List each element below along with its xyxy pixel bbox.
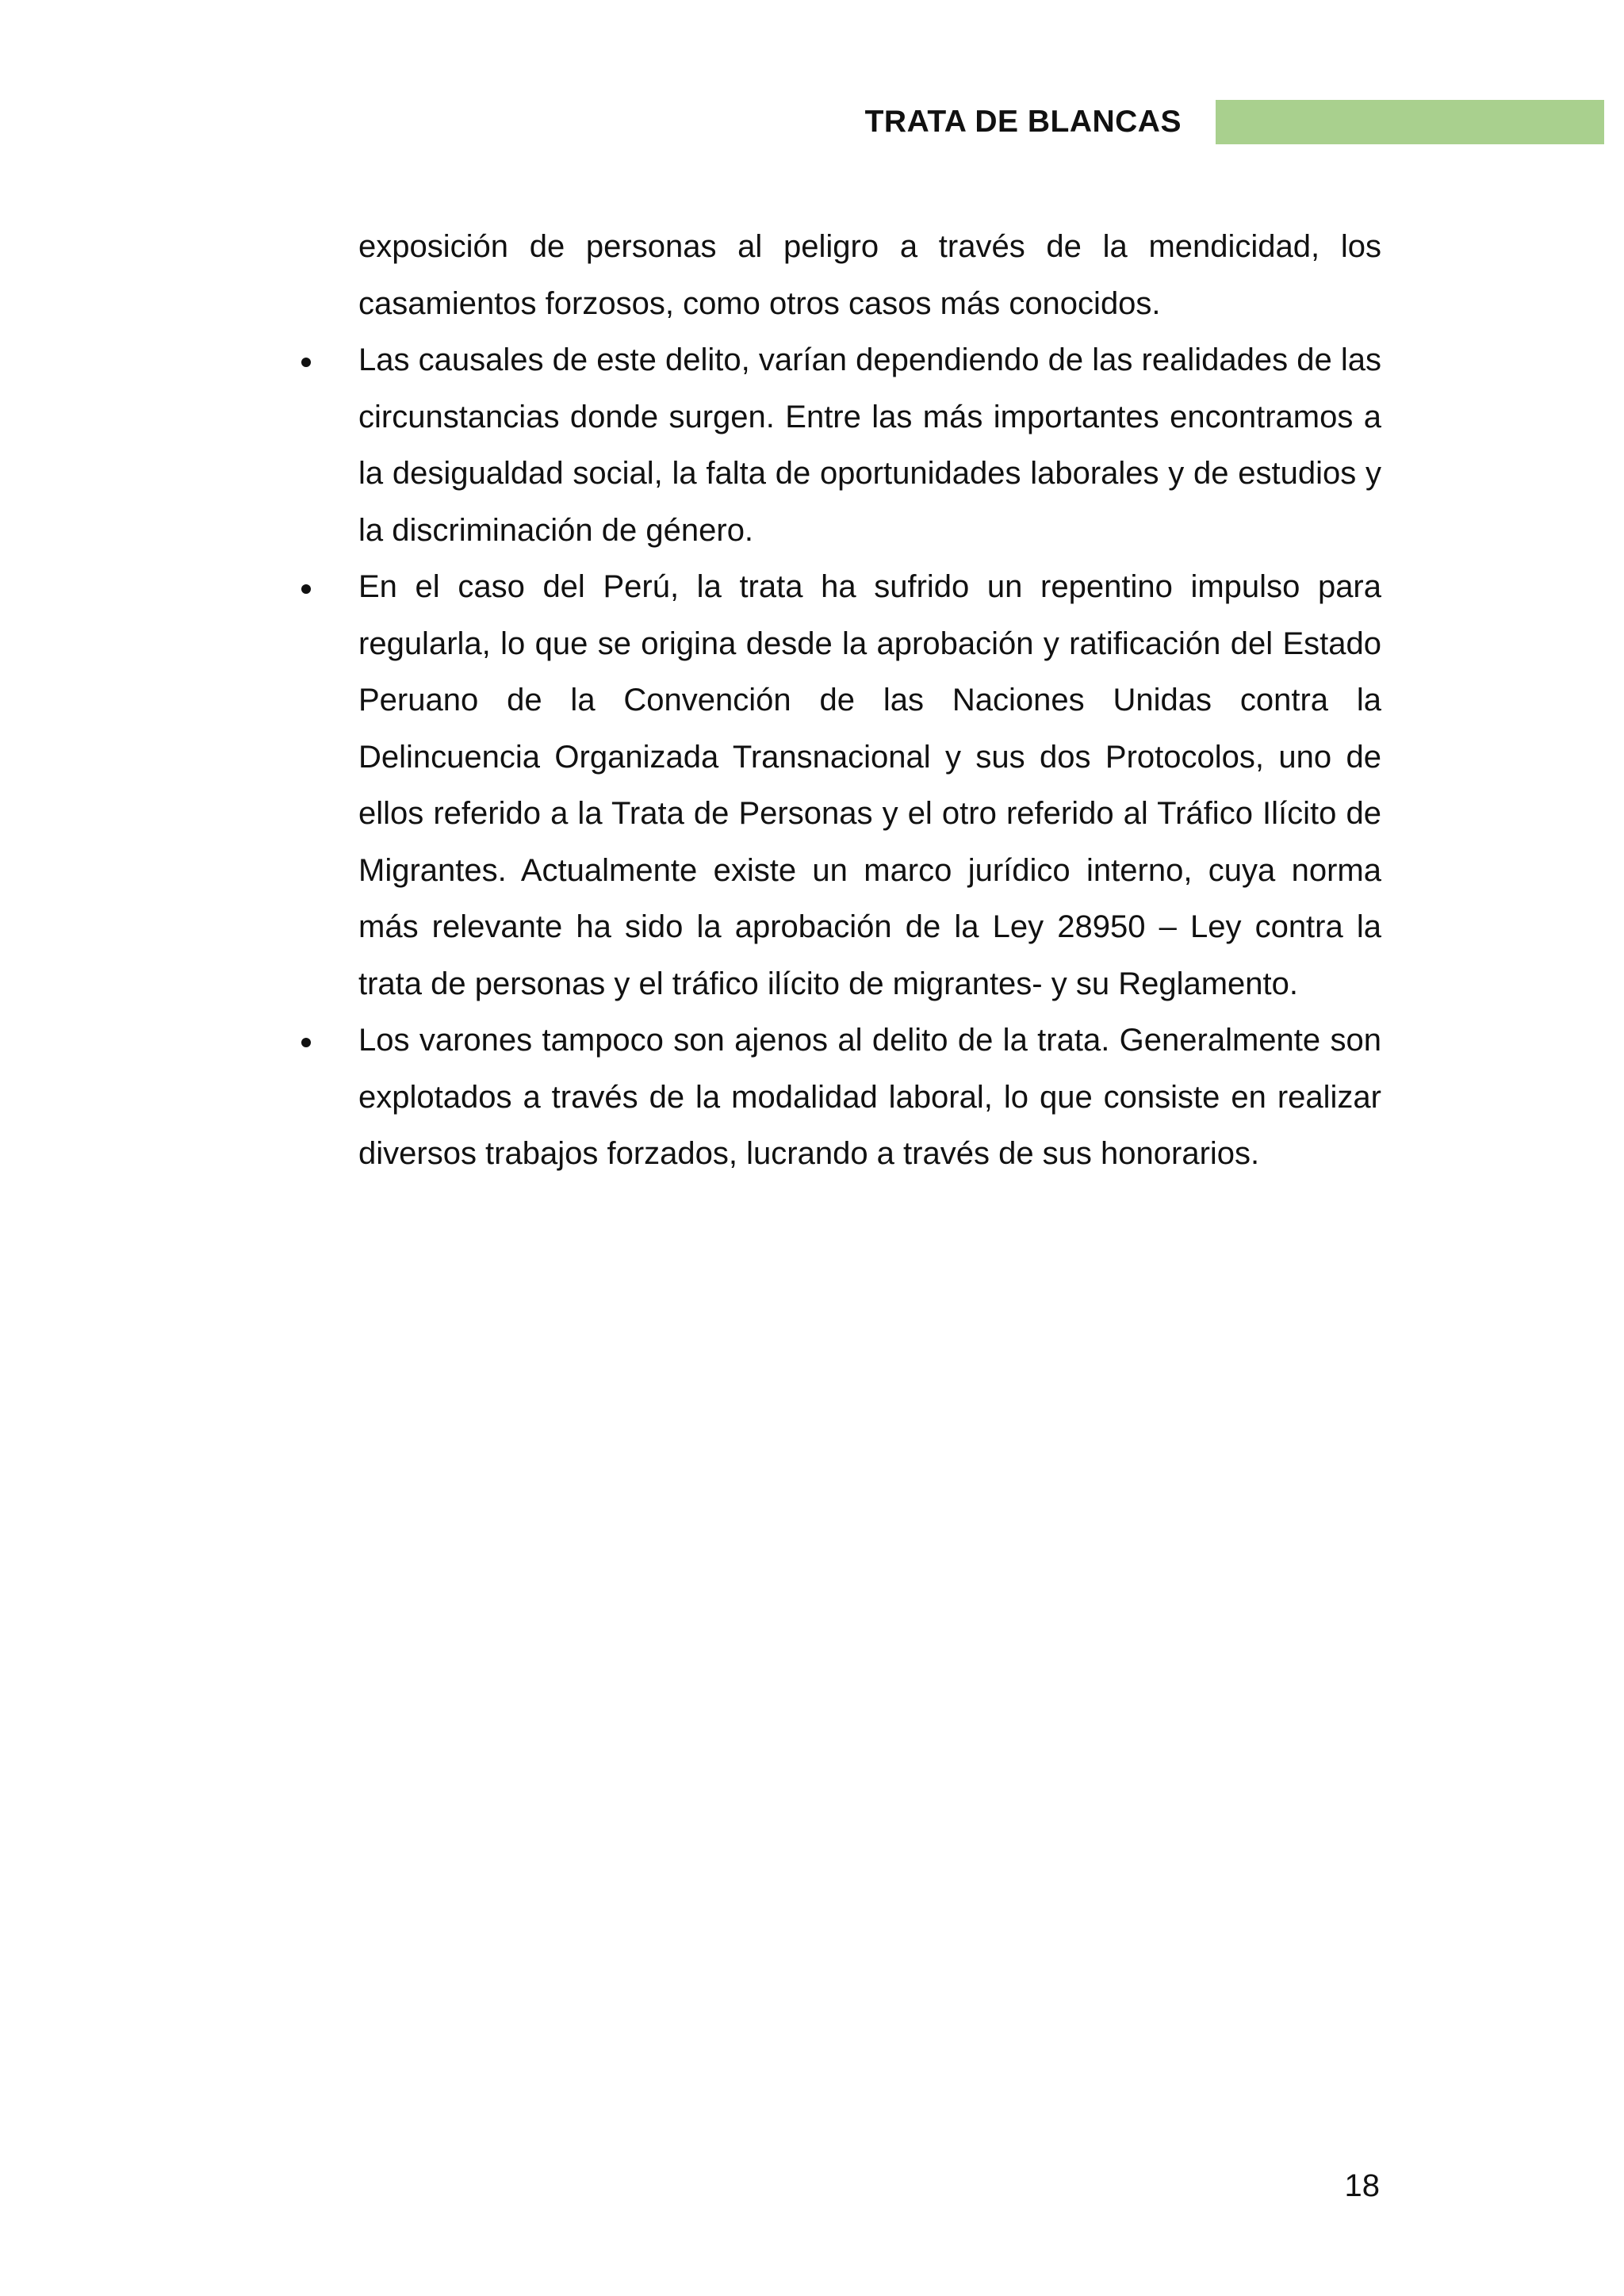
bullet-item <box>295 332 1381 559</box>
bullet-text: En el caso del Perú, la trata ha sufrido un repentino impulso para regularla, lo que se origina desde la aprobación y ratificación del Estado Peruano de la Convención de las Naciones Unidas contra la Delincuencia Organizada Transnacional y sus dos Protocolos, uno de ellos referido a la Trata de Personas y el otro referido al Tráfico Ilícito de Migrantes. Actualmente existe un marco jurídico interno, cuya norma más relevante ha sido la aprobación de la Ley 28950 – Ley contra la trata de personas y el tráfico ilícito de migrantes- y su Reglamento. <box>358 569 1381 1001</box>
bullet-text: Las causales de este delito, varían dependiendo de las realidades de las circunstancias donde surgen. Entre las más importantes encontramos a la desigualdad social, la falta de oportunidades laborales y de estudios y la discriminación de género. <box>358 342 1381 548</box>
header-title: TRATA DE BLANCAS <box>864 105 1182 139</box>
page-number: 18 <box>1344 2168 1380 2203</box>
document-body <box>295 219 1381 1183</box>
bullet-icon <box>301 358 311 367</box>
bullet-icon <box>301 1038 311 1047</box>
paragraph-continuation: exposición de personas al peligro a través de la mendicidad, los casamientos forzosos, como otros casos más conocidos. <box>358 229 1381 321</box>
bullet-text: Los varones tampoco son ajenos al delito de la trata. Generalmente son explotados a través de la modalidad laboral, lo que consiste en realizar diversos trabajos forzados, lucrando a través de sus honorarios. <box>358 1023 1381 1171</box>
bullet-item <box>295 1012 1381 1183</box>
page-header <box>0 100 1624 144</box>
bullet-item <box>295 559 1381 1012</box>
header-accent-bar <box>1216 100 1604 144</box>
bullet-icon <box>301 584 311 594</box>
